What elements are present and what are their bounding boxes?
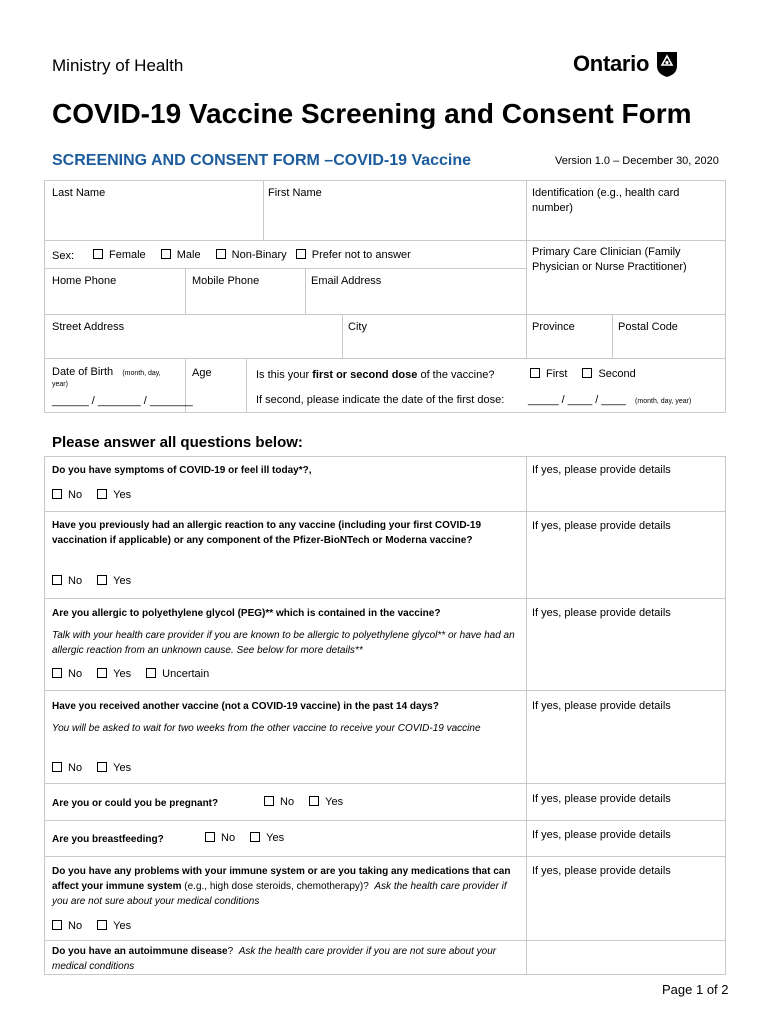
questions-heading: Please answer all questions below: (52, 434, 303, 451)
q1-yes-option[interactable]: Yes (97, 489, 131, 501)
q5-yes-option[interactable]: Yes (309, 796, 343, 808)
first-name-label: First Name (268, 187, 322, 199)
last-name-label: Last Name (52, 187, 106, 199)
question-3-options (52, 668, 221, 680)
q6-yes-option[interactable]: Yes (250, 832, 284, 844)
question-7-options (52, 920, 143, 932)
q4-yes-option[interactable]: Yes (97, 762, 131, 774)
checkbox[interactable] (582, 368, 592, 378)
checkbox[interactable] (52, 762, 62, 772)
checkbox[interactable] (52, 575, 62, 585)
primary-care-label: Primary Care Clinician (Family Physician or Nurse Practitioner) (532, 246, 687, 273)
q6-details-label: If yes, please provide details (532, 829, 671, 841)
question-3: Are you allergic to polyethylene glycol (PEG)** which is contained in the vaccine? (52, 608, 441, 619)
q5-no-option[interactable]: No (264, 796, 294, 808)
checkbox[interactable] (161, 249, 171, 259)
q2-details-label: If yes, please provide details (532, 520, 671, 532)
q7-yes-option[interactable]: Yes (97, 920, 131, 932)
checkbox[interactable] (97, 920, 107, 930)
question-4-options (52, 762, 143, 774)
dose-second-option[interactable]: Second (582, 367, 635, 382)
q1-details-label: If yes, please provide details (532, 464, 671, 476)
q6-no-option[interactable]: No (205, 832, 235, 844)
page-number: Page 1 of 2 (662, 982, 729, 997)
identification-label: Identification (e.g., health card number) (532, 187, 680, 214)
dose-first-option[interactable]: First (530, 367, 567, 382)
checkbox[interactable] (250, 832, 260, 842)
logo-text: Ontario (573, 51, 650, 76)
page-title: COVID-19 Vaccine Screening and Consent Form (52, 98, 692, 129)
checkbox[interactable] (97, 575, 107, 585)
q7-details-label: If yes, please provide details (532, 865, 671, 877)
province-label: Province (532, 321, 575, 333)
q4-no-option[interactable]: No (52, 762, 82, 774)
question-6-options (205, 832, 296, 844)
mobile-phone-label: Mobile Phone (192, 275, 260, 287)
q4-details-label: If yes, please provide details (532, 700, 671, 712)
checkbox[interactable] (216, 249, 226, 259)
sex-female-option[interactable]: Female (93, 248, 146, 263)
question-5: Are you or could you be pregnant? (52, 798, 219, 809)
question-4: Have you received another vaccine (not a COVID-19 vaccine) in the past 14 days? (52, 701, 439, 712)
postal-label: Postal Code (618, 321, 678, 333)
ministry-label: Ministry of Health (52, 56, 184, 75)
age-label: Age (192, 367, 212, 379)
dose-options (530, 367, 648, 382)
question-5-options (264, 796, 355, 808)
q5-details-label: If yes, please provide details (532, 793, 671, 805)
q3-yes-option[interactable]: Yes (97, 668, 131, 680)
q3-no-option[interactable]: No (52, 668, 82, 680)
checkbox[interactable] (97, 489, 107, 499)
dob-label: Date of Birth (month, day, (52, 366, 161, 378)
checkbox[interactable] (52, 920, 62, 930)
version-label: Version 1.0 – December 30, 2020 (555, 155, 719, 167)
checkbox[interactable] (93, 249, 103, 259)
sex-prefer-not-option[interactable]: Prefer not to answer (296, 248, 411, 263)
trillium-icon (655, 50, 679, 78)
sex-male-option[interactable]: Male (161, 248, 201, 263)
checkbox[interactable] (530, 368, 540, 378)
checkbox[interactable] (309, 796, 319, 806)
checkbox[interactable] (146, 668, 156, 678)
email-label: Email Address (311, 275, 382, 287)
question-8: Do you have an autoimmune disease? Ask the health care provider if you are not sure about your medical conditions (52, 946, 497, 972)
q3-details-label: If yes, please provide details (532, 607, 671, 619)
street-label: Street Address (52, 321, 125, 333)
second-dose-date-label: If second, please indicate the date of the first dose: (256, 394, 505, 406)
question-2: Have you previously had an allergic reaction to any vaccine (including your first COVID-19 vaccination if applicable) or any component of the Pfizer-BioNTech or Moderna vaccine? (52, 520, 482, 546)
ontario-logo (573, 50, 679, 78)
checkbox[interactable] (264, 796, 274, 806)
home-phone-label: Home Phone (52, 275, 117, 287)
checkbox[interactable] (52, 668, 62, 678)
form-subtitle: SCREENING AND CONSENT FORM –COVID-19 Vaccine (52, 152, 472, 169)
q1-no-option[interactable]: No (52, 489, 82, 501)
checkbox[interactable] (205, 832, 215, 842)
question-7: Do you have any problems with your immune system or are you taking any medications that can affect your immune system (e.g., high dose steroids, chemotherapy)? Ask the health care provider if you are not sure about your medical conditions (52, 866, 511, 907)
sex-nonbinary-option[interactable]: Non-Binary (216, 248, 287, 263)
q2-yes-option[interactable]: Yes (97, 575, 131, 587)
dob-blank[interactable]: ______ / _______ / _______ (52, 395, 193, 407)
question-2-options (52, 575, 143, 587)
q3-uncertain-option[interactable]: Uncertain (146, 668, 209, 680)
second-dose-date-blank[interactable]: _____ / ____ / ____ (month, day, year) (528, 394, 692, 406)
dob-hint: year) (52, 381, 68, 388)
question-1: Do you have symptoms of COVID-19 or feel ill today*?, (52, 465, 312, 476)
checkbox[interactable] (52, 489, 62, 499)
checkbox[interactable] (97, 762, 107, 772)
question-3-note: Talk with your health care provider if you are known to be allergic to polyethylene glycol** or have had an allergic reaction from an unknown cause. See below for more details** (52, 630, 515, 656)
q2-no-option[interactable]: No (52, 575, 82, 587)
sex-options (93, 248, 423, 263)
question-1-options (52, 489, 143, 501)
question-4-note: You will be asked to wait for two weeks from the other vaccine to receive your COVID-19 vaccine (52, 723, 481, 734)
sex-label: Sex: (52, 250, 75, 262)
checkbox[interactable] (296, 249, 306, 259)
q7-no-option[interactable]: No (52, 920, 82, 932)
checkbox[interactable] (97, 668, 107, 678)
dose-question: Is this your first or second dose of the vaccine? (256, 369, 495, 381)
question-6: Are you breastfeeding? (52, 834, 164, 845)
city-label: City (348, 321, 367, 333)
